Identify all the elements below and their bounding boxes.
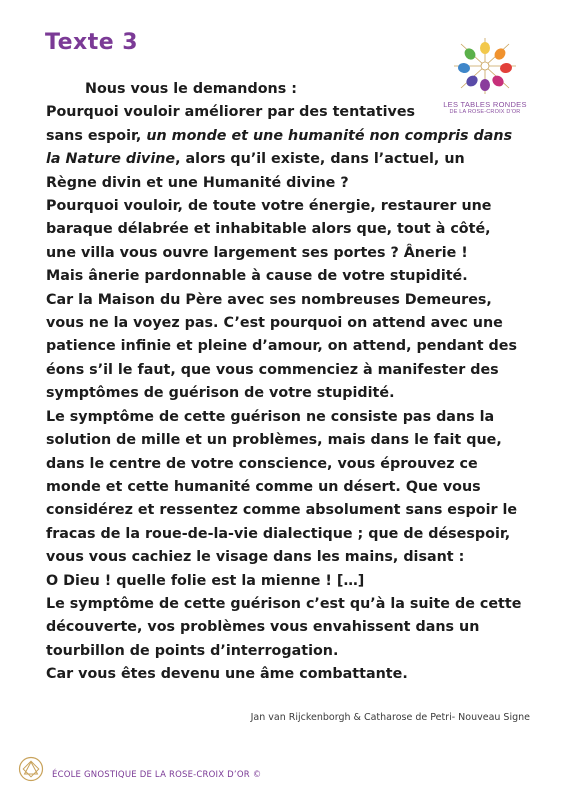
text-line: Car vous êtes devenu une âme combattante. (46, 666, 408, 683)
text-line: Pourquoi vouloir améliorer par des tentatives (46, 104, 416, 121)
text-line: éons s’il le faut, que vous commenciez à manifester des (46, 361, 499, 378)
text-line: tourbillon de points d’interrogation. (46, 642, 339, 659)
citation: Jan van Rijckenborgh & Catharose de Petri- Nouveau Signe (250, 712, 530, 723)
text-line: monde et cette humanité comme un désert. Que vous (46, 478, 481, 495)
text-line: dans le centre de votre conscience, vous éprouvez ce (46, 455, 478, 472)
text-line: une villa vous ouvre largement ses portes ? Ânerie ! (46, 244, 468, 261)
text-line: vous ne la voyez pas. C’est pourquoi on attend avec une (46, 315, 503, 332)
text-line: Le symptôme de cette guérison ne consiste pas dans la (46, 408, 495, 425)
text-line: Mais ânerie pardonnable à cause de votre stupidité. (46, 268, 468, 285)
logo-title: LES TABLES RONDES (443, 100, 527, 109)
text-line (46, 125, 546, 148)
italic-text-span: un monde et une humanité non compris dans (146, 127, 513, 144)
school-emblem-icon (18, 756, 44, 782)
text-line: considérez et ressentez comme absolument sans espoir le (46, 502, 518, 519)
text-line: baraque délabrée et inhabitable alors que, tout à côté, (46, 221, 491, 238)
text-line: vous vous cachiez le visage dans les mains, disant : (46, 549, 465, 566)
italic-text-span: la Nature divine (46, 151, 176, 168)
text-line: Pourquoi vouloir, de toute votre énergie, restaurer une (46, 198, 492, 215)
text-line: patience infinie et pleine d’amour, on attend, pendant des (46, 338, 517, 355)
text-line: solution de mille et un problèmes, mais dans le fait que, (46, 432, 502, 449)
footer-school-name: ÉCOLE GNOSTIQUE DE LA ROSE-CROIX D’OR © (52, 770, 262, 780)
text-line: Car la Maison du Père avec ses nombreuses Demeures, (46, 291, 492, 308)
text-line: symptômes de guérison de votre stupidité. (46, 385, 395, 402)
text-span: sans espoir, (46, 127, 147, 144)
text-line: Règne divin et une Humanité divine ? (46, 174, 349, 191)
text-line: Le symptôme de cette guérison c’est qu’à la suite de cette (46, 595, 522, 612)
text-span: , alors qu’il existe, dans l’actuel, un (175, 151, 465, 168)
text-line: fracas de la roue-de-la-vie dialectique ; que de désespoir, (46, 525, 511, 542)
logo-subtitle: DE LA ROSE-CROIX D'OR (449, 109, 521, 115)
text-line (46, 148, 546, 171)
text-line: O Dieu ! quelle folie est la mienne ! […] (46, 572, 365, 589)
text-line: Nous vous le demandons : (85, 81, 297, 97)
main-text (46, 78, 546, 687)
page-title: Texte 3 (45, 30, 139, 55)
text-line: découverte, vos problèmes vous envahissent dans un (46, 619, 480, 636)
